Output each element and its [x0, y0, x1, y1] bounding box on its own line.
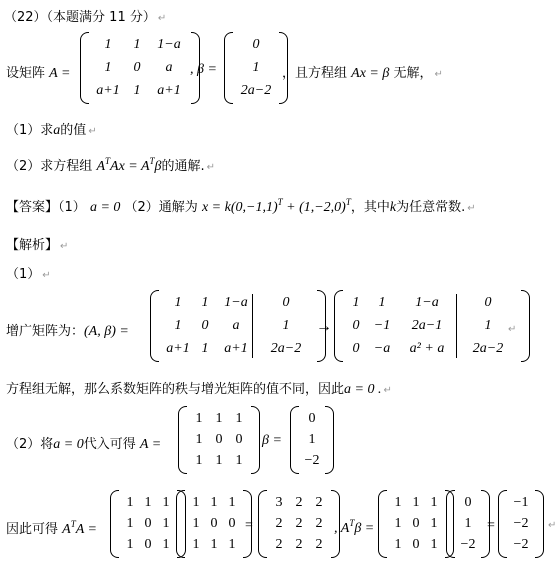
matrix-cell: 1: [174, 295, 182, 311]
final-matrix-AT-2-grid: [387, 490, 445, 558]
sub-matrix-A: [178, 406, 260, 474]
matrix-cell: 0: [352, 340, 360, 356]
matrix-cell: 1: [215, 453, 223, 469]
matrix-cell: 2a−1: [411, 317, 443, 333]
matrix-cell: 0: [210, 515, 218, 531]
matrix-cell: 0: [412, 515, 420, 531]
matrix-cell: 2: [315, 537, 323, 553]
matrix-cell: a: [165, 59, 173, 75]
sub-matrix-A-grid: [187, 406, 251, 474]
final-ATA-symbol: $A^TA$ =: [62, 519, 97, 537]
problem-number: （22）: [4, 10, 47, 25]
matrix-cell: a+1: [157, 82, 181, 98]
matrix-cell: 1: [192, 515, 200, 531]
conclusion-text: 方程组无解，那么系数矩阵的秩与增光矩阵的值不同，因此: [6, 382, 345, 397]
question-2: （2）求方程组 $A^TAx = A^T\beta$的通解. ↵: [6, 156, 216, 174]
matrix-cell: 1: [201, 295, 209, 311]
matrix-cell: −2: [513, 515, 529, 531]
answer-a-value: a = 0: [89, 200, 121, 215]
final-vector-beta-grid: [455, 490, 481, 558]
matrix-cell: 2a−2: [270, 340, 302, 356]
problem-lead: [6, 62, 70, 82]
matrix-cell: a+1: [166, 340, 190, 356]
matrix-cell: 1: [464, 515, 472, 531]
matrix-cell: 0: [352, 317, 360, 333]
matrix-cell: 1: [228, 494, 236, 510]
matrix-cell: 0: [201, 317, 209, 333]
matrix-cell: 1: [133, 82, 141, 98]
answer-tail: ，其中: [350, 200, 390, 215]
solution-kernel: x = k(0,−1,1): [201, 200, 278, 215]
matrix-cell: 1: [195, 431, 203, 447]
equation-Ax: Ax = β: [351, 66, 390, 81]
matrix-cell: 1−a: [224, 295, 248, 311]
final-ATbeta-symbol: , $A^T\beta$ =: [334, 518, 375, 536]
q1-label: （1）: [6, 123, 41, 138]
matrix-cell: 1: [162, 494, 170, 510]
final-matrix-A: [176, 490, 252, 558]
matrix-cell: 1: [430, 537, 438, 553]
augmented-matrix-grid: [159, 290, 317, 362]
matrix-cell: 1: [210, 537, 218, 553]
final-matrix-AT-2: [378, 490, 454, 558]
matrix-cell: 0: [484, 295, 492, 311]
analysis-part1-label: （1）: [6, 267, 41, 282]
matrix-cell: 1: [192, 494, 200, 510]
answer-tail2: 为任意常数.: [396, 200, 466, 215]
q2-label: （2）: [6, 159, 41, 174]
matrix-cell: 2: [275, 537, 283, 553]
matrix-cell: 0: [464, 494, 472, 510]
reduced-matrix: [334, 290, 530, 362]
matrix-cell: 1: [484, 317, 492, 333]
matrix-cell: 2: [275, 515, 283, 531]
matrix-cell: 0: [144, 537, 152, 553]
question-1: （1）求a的值 ↵: [6, 123, 97, 138]
general-solution: $x = k(0,-1,1)^T + (1,-2,0)^T$: [201, 197, 351, 215]
sub-lead: （2）将: [6, 437, 54, 452]
matrix-cell: 1: [201, 340, 209, 356]
matrix-cell: 1: [412, 494, 420, 510]
condition-text: ，且方程组: [282, 66, 348, 81]
equals-1: =: [245, 518, 253, 533]
matrix-cell: 1: [192, 537, 200, 553]
solution-particular: + (1,−2,0): [286, 200, 346, 215]
matrix-cell: 0: [308, 410, 316, 426]
augment-separator-1: [252, 294, 253, 358]
matrix-cell: 2: [295, 537, 303, 553]
q1-tail: 的值: [60, 123, 87, 138]
q2-text: 求方程组: [40, 159, 93, 174]
matrix-cell: 1: [282, 317, 290, 333]
matrix-cell: 0: [252, 37, 260, 53]
analysis-tag-line: 【解析】 ↵: [6, 238, 69, 253]
answer-part1: （1）: [58, 200, 86, 215]
final-matrix-AT-grid: [119, 490, 177, 558]
final-matrix-AT: [110, 490, 186, 558]
matrix-cell: 1: [215, 410, 223, 426]
final-lead-line: [6, 518, 97, 538]
matrix-cell: 1: [126, 494, 134, 510]
analysis-part1: （1） ↵: [6, 267, 51, 282]
matrix-cell: −2: [304, 453, 320, 469]
matrix-cell: 0: [235, 431, 243, 447]
answer-part2: （2）通解为: [124, 200, 198, 215]
final-matrix-A-grid: [185, 490, 243, 558]
reduced-matrix-grid: [343, 290, 521, 362]
matrix-A-grid: [89, 32, 191, 104]
substitution-line: [6, 433, 161, 453]
conclusion-line: 方程组无解，那么系数矩阵的秩与增光矩阵的值不同，因此a = 0 . ↵: [6, 382, 392, 397]
matrix-cell: 1: [195, 453, 203, 469]
matrix-cell: 1−a: [157, 37, 181, 53]
matrix-cell: 1: [378, 295, 386, 311]
matrix-cell: −1: [373, 317, 391, 333]
analysis-tag: 【解析】: [6, 238, 59, 253]
matrix-cell: 1−a: [415, 295, 439, 311]
matrix-cell: 2a−2: [240, 82, 272, 98]
q1-text: 求: [40, 123, 54, 138]
matrix-cell: 2a−2: [472, 340, 504, 356]
answer-tag: 【答案】: [6, 200, 59, 215]
matrix-cell: −1: [513, 494, 529, 510]
sub-mid: 代入可得: [83, 437, 136, 452]
matrix-cell: 1: [162, 515, 170, 531]
no-solution-text: 无解，: [393, 66, 433, 81]
beta-symbol: , β =: [190, 62, 217, 77]
matrix-cell: 0: [144, 515, 152, 531]
matrix-cell: 1: [394, 515, 402, 531]
sub-a-value: a = 0: [53, 437, 84, 452]
final-matrix-ATA: [258, 490, 340, 558]
final-vector-beta: [446, 490, 490, 558]
matrix-cell: a+1: [224, 340, 248, 356]
matrix-cell: 1: [430, 494, 438, 510]
q2-equation: $A^TAx = A^T\beta$: [96, 156, 162, 174]
matrix-cell: −a: [373, 340, 391, 356]
matrix-cell: 1: [228, 537, 236, 553]
matrix-cell: 0: [133, 59, 141, 75]
matrix-cell: a: [232, 317, 240, 333]
matrix-cell: 0: [228, 515, 236, 531]
problem-header: （22）（本题满分 11 分） ↵: [4, 10, 167, 25]
matrix-cell: 1: [144, 494, 152, 510]
augment-separator-2: [456, 294, 457, 358]
matrix-cell: −2: [460, 537, 476, 553]
matrix-cell: 1: [195, 410, 203, 426]
matrix-cell: 2: [295, 515, 303, 531]
matrix-cell: 1: [174, 317, 182, 333]
matrix-cell: 1: [352, 295, 360, 311]
answer-line: 【答案】（1） a = 0 （2）通解为 $x = k(0,-1,1)^T + (1,-2,0)^T$，其中k为任意常数. ↵: [6, 197, 476, 215]
problem-lead-text: 设矩阵: [6, 66, 46, 81]
matrix-cell: 0: [282, 295, 290, 311]
matrix-cell: 2: [315, 515, 323, 531]
augmented-matrix: [150, 290, 326, 362]
matrix-cell: 1: [126, 515, 134, 531]
final-vector-result: [498, 490, 544, 558]
matrix-cell: 1: [235, 410, 243, 426]
matrix-cell: 1: [308, 431, 316, 447]
matrix-cell: a² + a: [409, 340, 445, 356]
matrix-cell: 0: [412, 537, 420, 553]
matrix-cell: 0: [215, 431, 223, 447]
matrix-cell: 1: [126, 537, 134, 553]
problem-score: （本题满分 11 分）: [46, 10, 156, 25]
final-matrix-ATA-grid: [267, 490, 331, 558]
answer-k: k: [389, 200, 397, 215]
sub-vector-beta: [290, 406, 334, 474]
matrix-cell: 1: [394, 494, 402, 510]
augmented-lead: [6, 320, 129, 340]
matrix-cell: 1: [252, 59, 260, 75]
matrix-cell: 1: [162, 537, 170, 553]
problem-condition: ，且方程组 Ax = β 无解， ↵: [282, 66, 443, 81]
matrix-cell: 2: [295, 494, 303, 510]
final-vector-result-grid: [507, 490, 535, 558]
matrix-cell: 1: [430, 515, 438, 531]
matrix-cell: 1: [235, 453, 243, 469]
matrix-cell: 1: [104, 59, 112, 75]
matrix-cell: a+1: [96, 82, 120, 98]
matrix-cell: 1: [104, 37, 112, 53]
augmented-lead-text: 增广矩阵为：: [6, 324, 85, 339]
sub-vector-beta-grid: [299, 406, 325, 474]
matrix-cell: 1: [210, 494, 218, 510]
q1-var: a: [53, 123, 61, 138]
matrix-cell: 2: [315, 494, 323, 510]
vector-beta-grid: [233, 32, 279, 104]
conclusion-result: a = 0 .: [344, 382, 382, 397]
matrix-A-symbol: A =: [49, 66, 71, 81]
final-lead: 因此可得: [6, 522, 59, 537]
arrow-transform: →: [316, 318, 332, 335]
matrix-cell: 3: [275, 494, 283, 510]
q2-tail: 的通解.: [161, 159, 205, 174]
matrix-cell: −2: [513, 537, 529, 553]
matrix-A: [80, 32, 200, 104]
matrix-cell: 1: [394, 537, 402, 553]
sub-beta-symbol: β =: [262, 433, 282, 448]
matrix-cell: 1: [133, 37, 141, 53]
sub-A-symbol: A =: [139, 437, 162, 452]
augmented-lhs: (A, β) =: [84, 324, 129, 339]
vector-beta: [224, 32, 288, 104]
equals-2: =: [487, 518, 495, 533]
